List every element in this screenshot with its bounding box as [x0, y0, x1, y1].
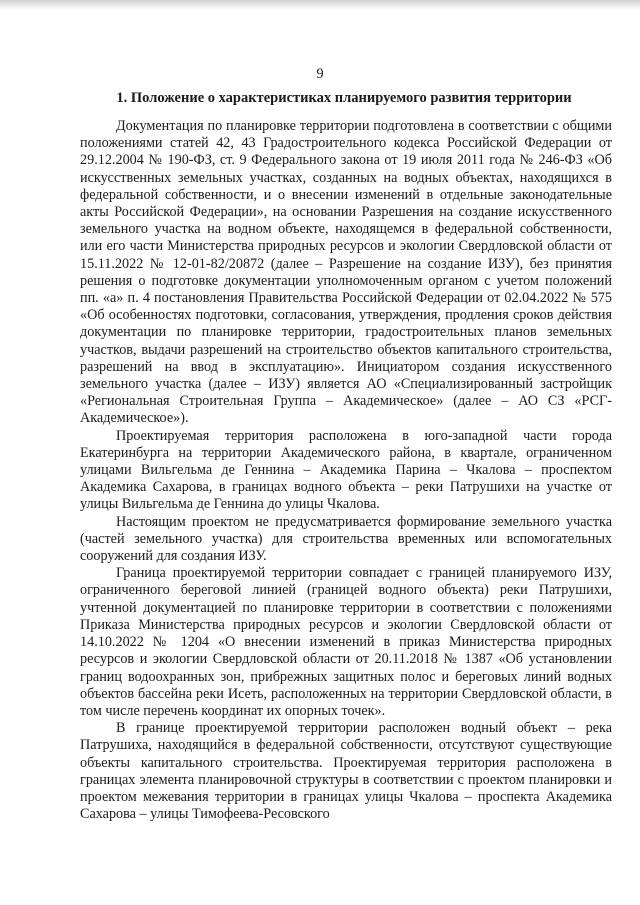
paragraph-territory-boundary: Граница проектируемой территории совпадает с границей планируемого ИЗУ, ограниченного береговой линией (границей водного объекта) реки Патрушихи, учтенной документацией по планировке территории в соответствии с положениями Приказа Министерства природных ресурсов и экологии Свердловской области от 14.10.2022 № 1204 «О внесении изменений в приказ Министерства природных ресурсов и экологии Свердловской области от 20.11.2018 № 1387 «Об установлении границ водоохранных зон, прибрежных защитных полос и береговых линий водных объектов бассейна реки Исеть, расположенных на территории Свердловской области, в том числе перечень координат их опорных точек».	[80, 565, 612, 719]
page-number: 9	[316, 66, 324, 82]
paragraph-territory-location: Проектируемая территория расположена в юго-западной части города Екатеринбурга на территории Академического района, в квартале, ограниченном улицами Вильгельма де Геннина – Академика Парина – Чкалова – проспектом Академика Сахарова, в границах водного объекта – реки Патрушихи на участке от улицы Вильгельма де Геннина до улицы Чкалова.	[80, 427, 612, 513]
section-heading: 1. Положение о характеристиках планируемого развития территории	[116, 90, 572, 106]
document-body	[80, 118, 612, 823]
paragraph-temporary-structures: Настоящим проектом не предусматривается формирование земельного участка (частей земельного участка) для строительства временных или вспомогательных сооружений для создания ИЗУ.	[80, 513, 612, 565]
paragraph-documentation-basis: Документация по планировке территории подготовлена в соответствии с общими положениями статей 42, 43 Градостроительного кодекса Российской Федерации от 29.12.2004 № 190-ФЗ, ст. 9 Федерального закона от 19 июля 2011 года № 246-ФЗ «Об искусственных земельных участках, созданных на водных объектах, находящихся в федеральной собственности, и о внесении изменений в отдельные законодательные акты Российской Федерации», на основании Разрешения на создание искусственного земельного участка на водном объекте, находящемся в федеральной собственности, или его части Министерства природных ресурсов и экологии Свердловской области от 15.11.2022 № 12-01-82/20872 (далее – Разрешение на создание ИЗУ), без принятия решения о подготовке документации уполномоченным органом с учетом положений пп. «а» п. 4 постановления Правительства Российской Федерации от 02.04.2022 № 575 «Об особенностях подготовки, согласования, утверждения, продления сроков действия документации по планировке территории, градостроительных планов земельных участков, выдачи разрешений на строительство объектов капитального строительства, разрешений на ввод в эксплуатацию». Инициатором создания искусственного земельного участка (далее – ИЗУ) является АО «Специализированный застройщик «Региональная Строительная Группа – Академическое» (далее – АО СЗ «РСГ-Академическое»).	[80, 118, 612, 427]
paragraph-water-object: В границе проектируемой территории расположен водный объект – река Патрушиха, находящийся в федеральной собственности, отсутствуют существующие объекты капитального строительства. Проектируемая территория расположена в границах элемента планировочной структуры в соответствии с проектом планировки и проектом межевания территории в границах улицы Чкалова – проспекта Академика Сахарова – улицы Тимофеева-Ресовского	[80, 720, 612, 823]
